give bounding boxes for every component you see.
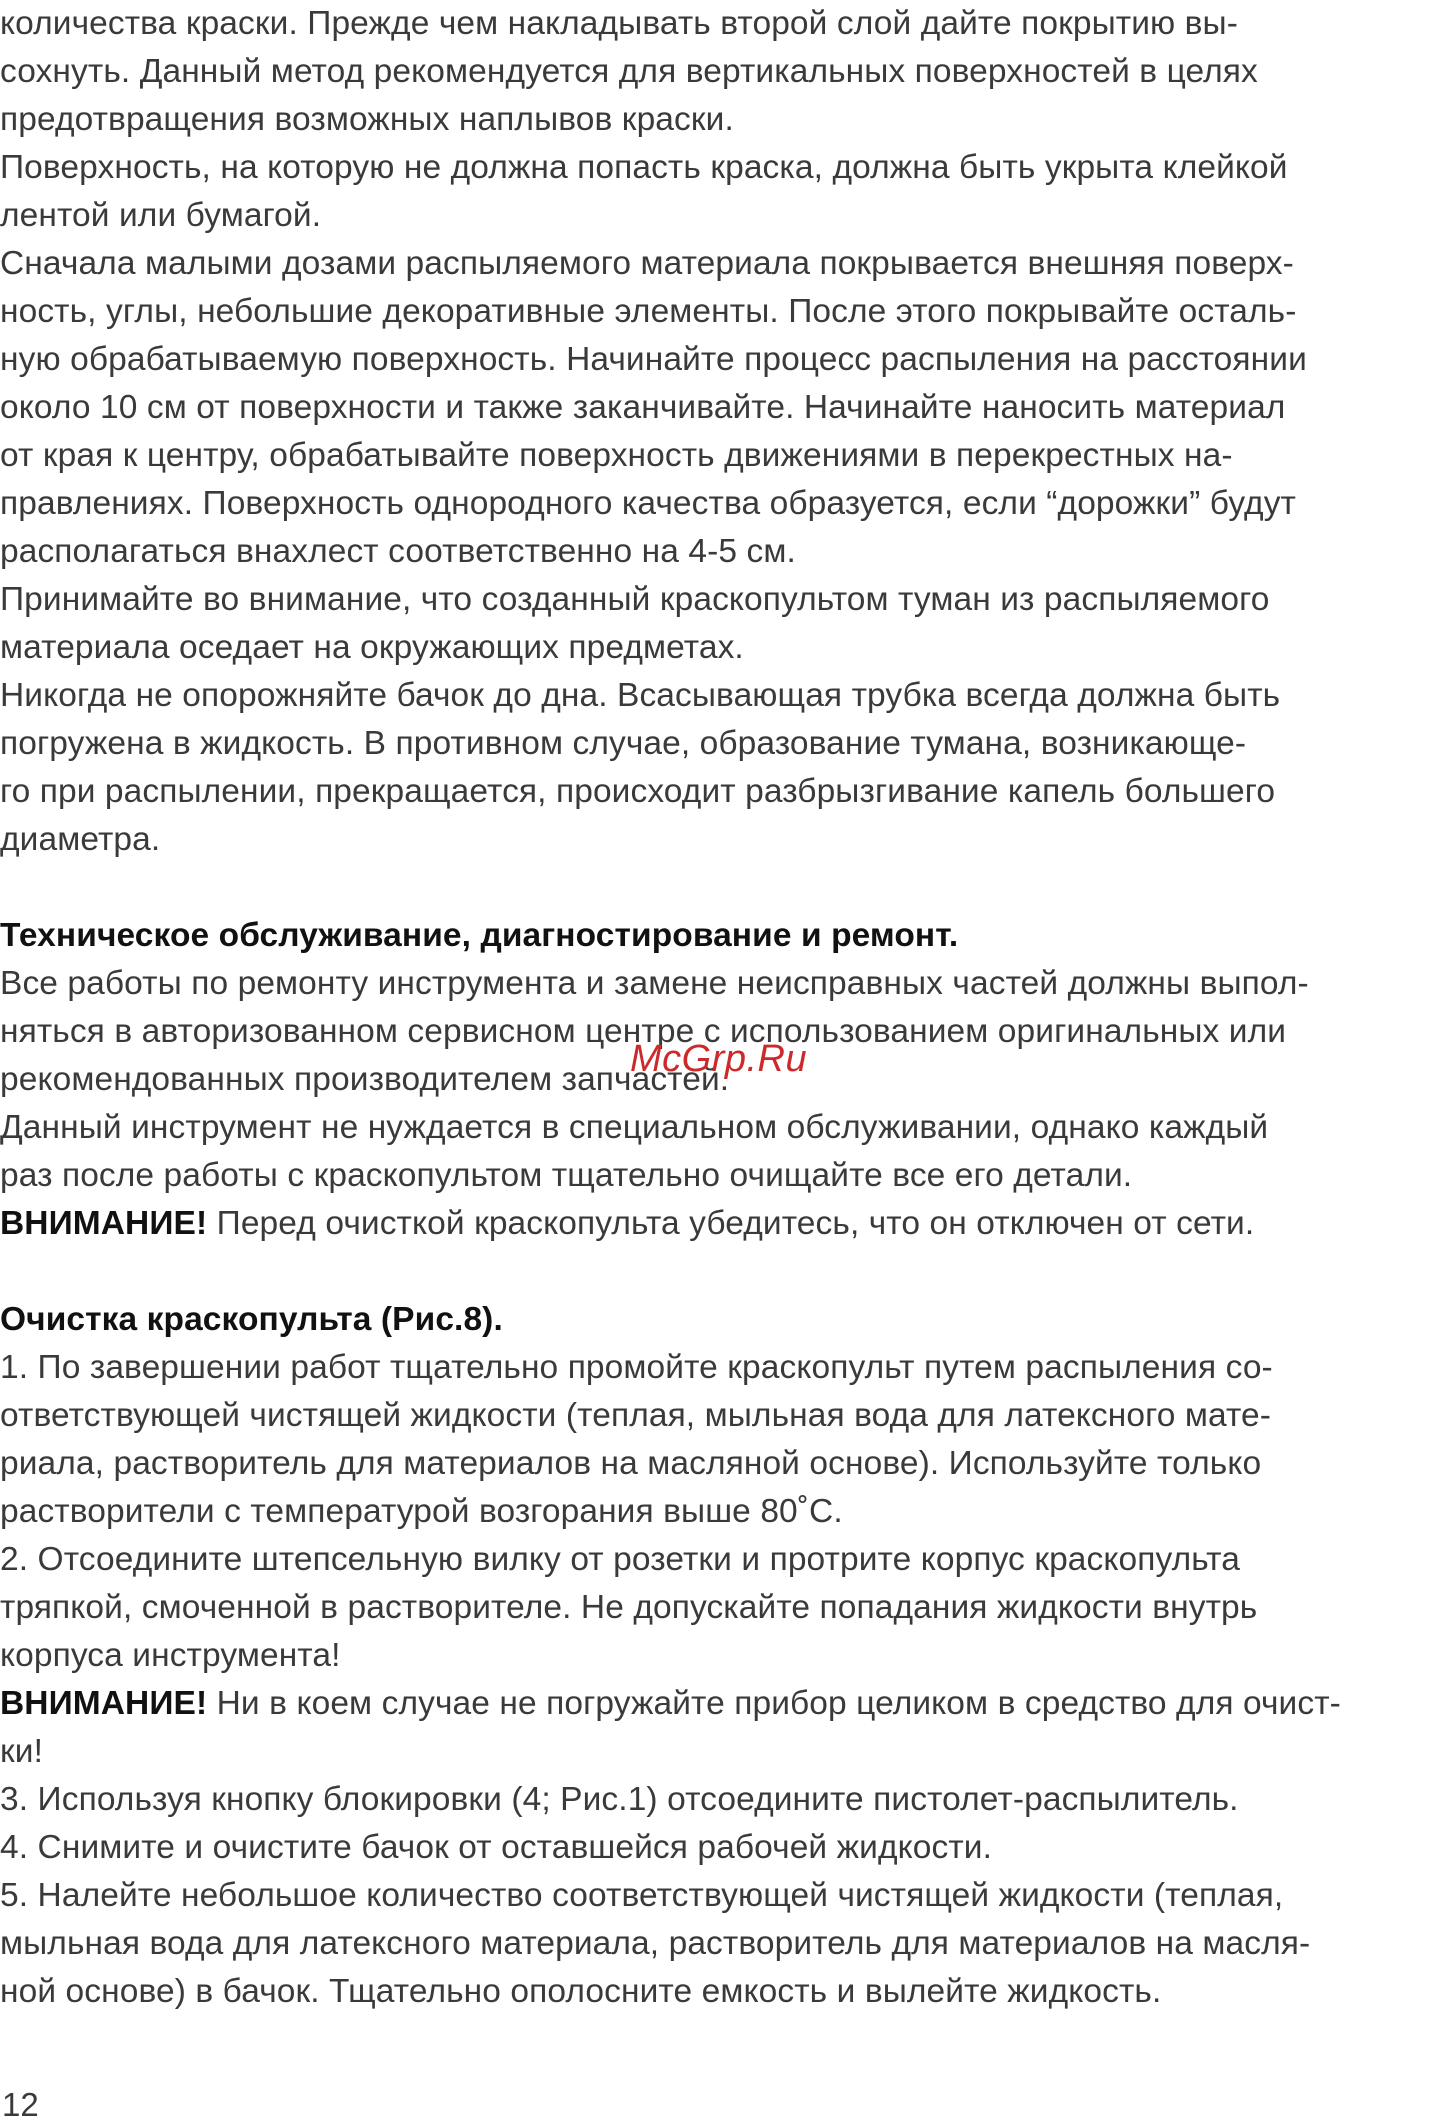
text-line: корпуса инструмента! xyxy=(0,1637,341,1674)
text-line: ной основе) в бачок. Тщательно ополосните емкость и вылейте жидкость. xyxy=(0,1973,1162,2010)
text-line: располагаться внахлест соответственно на 4-5 см. xyxy=(0,533,796,570)
text-line: сохнуть. Данный метод рекомендуется для вертикальных поверхностей в целях xyxy=(0,53,1258,90)
text-line: количества краски. Прежде чем накладывать второй слой дайте покрытию вы- xyxy=(0,5,1238,42)
text-line: Все работы по ремонту инструмента и замене неисправных частей должны выпол- xyxy=(0,965,1309,1002)
text-line: рекомендованных производителем запчастей. xyxy=(0,1061,730,1098)
text-line: 5. Налейте небольшое количество соответствующей чистящей жидкости (теплая, xyxy=(0,1877,1284,1914)
text-line: около 10 см от поверхности и также заканчивайте. Начинайте наносить материал xyxy=(0,389,1286,426)
cleaning-steps-block xyxy=(0,1344,1444,1680)
text-line: няться в авторизованном сервисном центре с использованием оригинальных или xyxy=(0,1013,1287,1050)
text-line: 3. Используя кнопку блокировки (4; Рис.1) отсоедините пистолет-распылитель. xyxy=(0,1781,1239,1818)
text-line: погружена в жидкость. В противном случае, образование тумана, возникающе- xyxy=(0,725,1247,762)
maintenance-heading: Техническое обслуживание, диагностирование и ремонт. xyxy=(0,917,959,954)
warning-text: Перед очисткой краскопульта убедитесь, что он отключен от сети. xyxy=(207,1205,1255,1242)
paragraph-gap xyxy=(0,1248,1444,1296)
text-line: правлениях. Поверхность однородного качества образуется, если “дорожки” будут xyxy=(0,485,1296,522)
body-text-block xyxy=(0,0,1444,864)
cleaning-warning-cont: ки! xyxy=(0,1733,43,1770)
cleaning-steps-block-2 xyxy=(0,1776,1444,2016)
warning-label: ВНИМАНИЕ! xyxy=(0,1685,208,1722)
text-line: 2. Отсоедините штепсельную вилку от розетки и протрите корпус краскопульта xyxy=(0,1541,1240,1578)
cleaning-heading: Очистка краскопульта (Рис.8). xyxy=(0,1301,503,1338)
cleaning-warning xyxy=(0,1680,1444,1728)
text-line: ность, углы, небольшие декоративные элементы. После этого покрывайте осталь- xyxy=(0,293,1297,330)
text-line: го при распылении, прекращается, происходит разбрызгивание капель большего xyxy=(0,773,1276,810)
text-line: раз после работы с краскопультом тщательно очищайте все его детали. xyxy=(0,1157,1133,1194)
maintenance-warning xyxy=(0,1200,1444,1248)
warning-label: ВНИМАНИЕ! xyxy=(0,1205,208,1242)
text-line: материала оседает на окружающих предметах. xyxy=(0,629,744,666)
text-line: ответствующей чистящей жидкости (теплая, мыльная вода для латексного мате- xyxy=(0,1397,1272,1434)
text-line: Принимайте во внимание, что созданный краскопультом туман из распыляемого xyxy=(0,581,1270,618)
text-line: диаметра. xyxy=(0,821,161,858)
text-line: 4. Снимите и очистите бачок от оставшейся рабочей жидкости. xyxy=(0,1829,992,1866)
text-line: Данный инструмент не нуждается в специальном обслуживании, однако каждый xyxy=(0,1109,1269,1146)
paragraph-gap xyxy=(0,864,1444,912)
text-line: предотвращения возможных наплывов краски. xyxy=(0,101,734,138)
text-line: мыльная вода для латексного материала, растворитель для материалов на масля- xyxy=(0,1925,1311,1962)
text-line: от края к центру, обрабатывайте поверхность движениями в перекрестных на- xyxy=(0,437,1233,474)
text-line: Поверхность, на которую не должна попасть краска, должна быть укрыта клейкой xyxy=(0,149,1288,186)
text-line: ную обрабатываемую поверхность. Начинайте процесс распыления на расстоянии xyxy=(0,341,1307,378)
text-line: растворители с температурой возгорания выше 80˚С. xyxy=(0,1493,843,1530)
text-line: Сначала малыми дозами распыляемого материала покрывается внешняя поверх- xyxy=(0,245,1294,282)
text-line: 1. По завершении работ тщательно промойте краскопульт путем распыления со- xyxy=(0,1349,1273,1386)
text-line: лентой или бумагой. xyxy=(0,197,322,234)
watermark: McGrp.Ru xyxy=(630,1038,808,1080)
text-line: Никогда не опорожняйте бачок до дна. Всасывающая трубка всегда должна быть xyxy=(0,677,1281,714)
warning-text: Ни в коем случае не погружайте прибор целиком в средство для очист- xyxy=(207,1685,1341,1722)
text-line: тряпкой, смоченной в растворителе. Не допускайте попадания жидкости внутрь xyxy=(0,1589,1258,1626)
text-line: риала, растворитель для материалов на масляной основе). Используйте только xyxy=(0,1445,1262,1482)
page-number: 12 xyxy=(2,2086,39,2123)
